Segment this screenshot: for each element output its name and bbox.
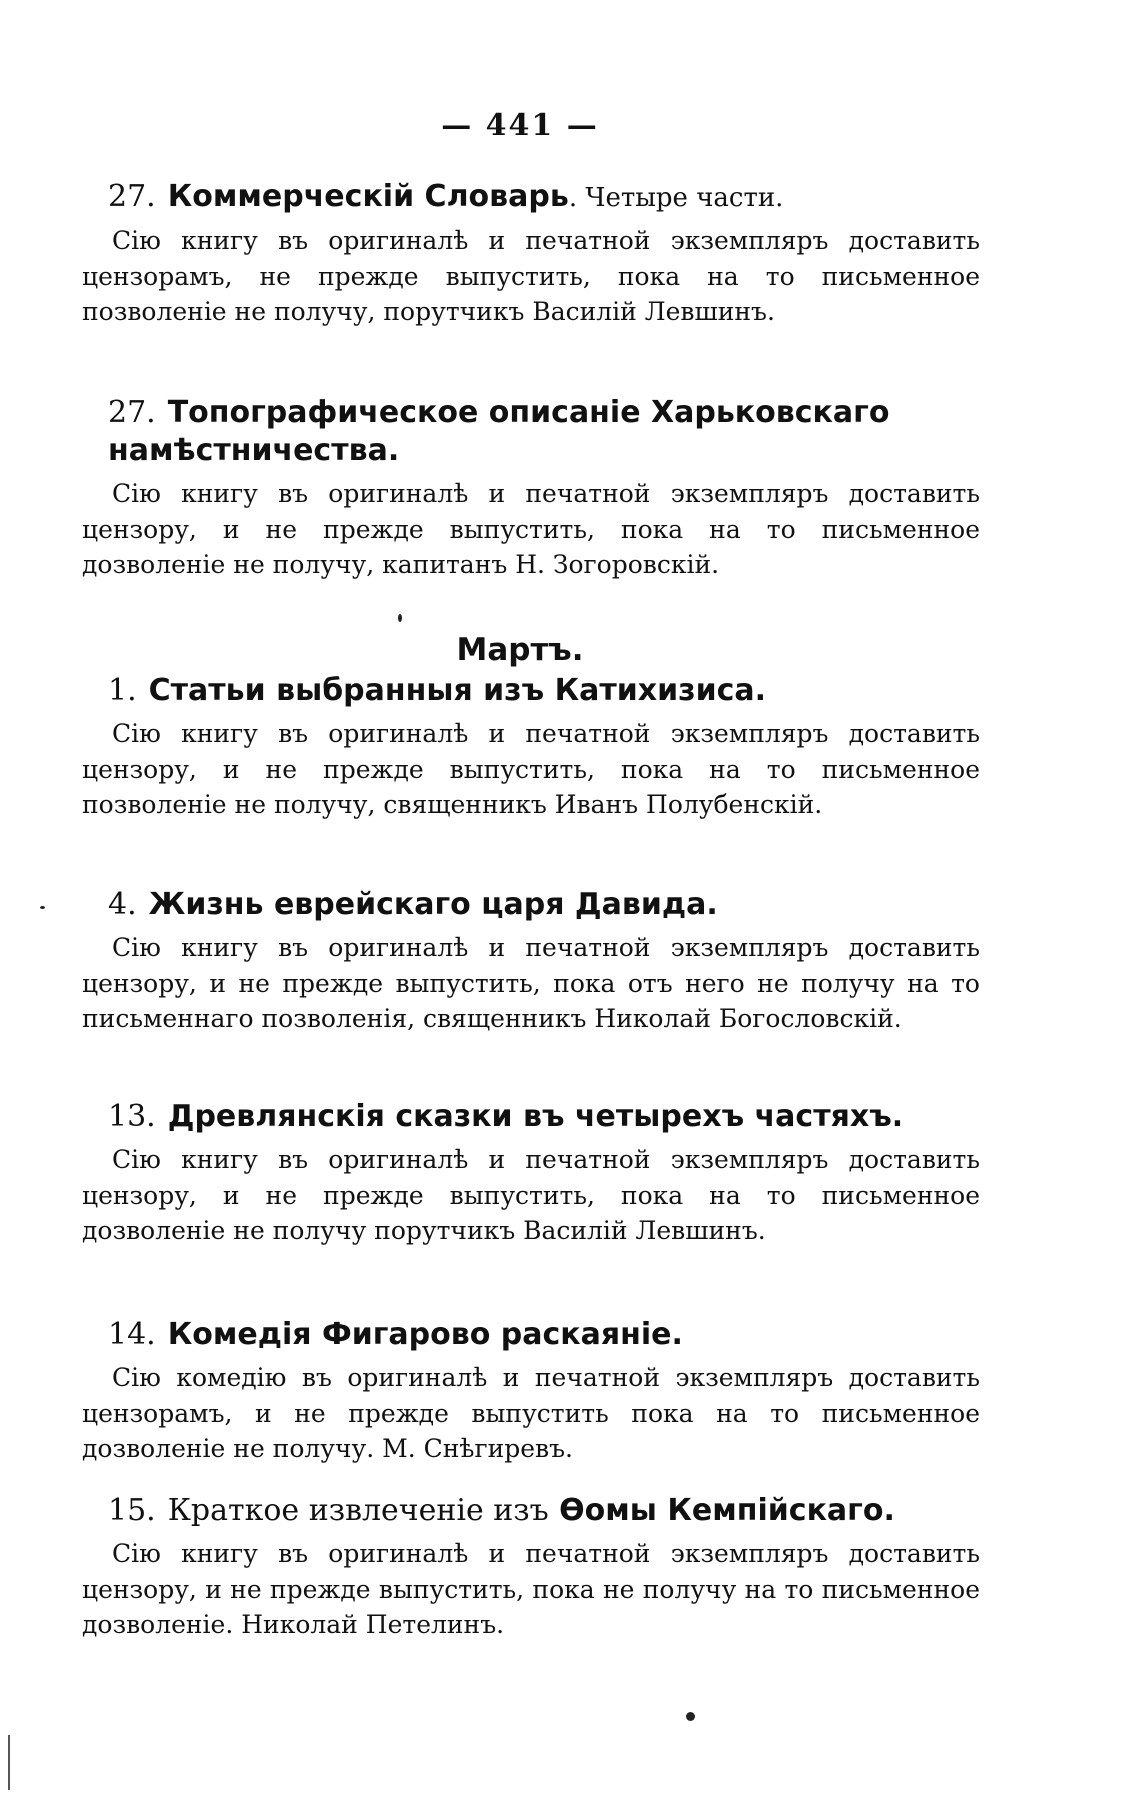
ink-speck: [398, 614, 402, 622]
entry-drevlyan-tales: [82, 1098, 980, 1249]
entry-title-text: Древлянскія сказки въ четырехъ частяхъ.: [167, 1099, 904, 1134]
month-heading: Мартъ.: [456, 632, 584, 668]
entry-thomas-kempis: [82, 1492, 980, 1643]
ink-speck: [686, 1712, 695, 1721]
entry-number: 27.: [108, 395, 156, 430]
page-number: — 441 —: [441, 108, 599, 143]
scan-margin-line: [8, 1735, 10, 1790]
entry-body: Сію книгу въ оригиналѣ и печатной экземпляръ доставить цензору, и не прежде выпустить, пока на то письменное дозволеніе не получу, капитанъ Н. Зогоровскій.: [82, 479, 980, 579]
entry-catechism-articles: [82, 672, 980, 823]
entry-title: [82, 1316, 980, 1354]
entry-title: [82, 672, 980, 710]
entry-life-of-david: [82, 886, 980, 1037]
ink-speck: [40, 906, 45, 909]
entry-title-text: Ѳомы Кемпійскаго.: [559, 1493, 895, 1528]
entry-title-tail: . Четыре части.: [568, 183, 784, 213]
entry-number: 13.: [108, 1099, 156, 1134]
entry-number: 14.: [108, 1317, 156, 1352]
entry-figaro-comedy: [82, 1316, 980, 1467]
entry-title-text: Статьи выбранныя изъ Катихизиса.: [148, 673, 767, 708]
entry-body: Сію книгу въ оригиналѣ и печатной экземпляръ доставить цензору, и не прежде выпустить, пока на то письменное позволеніе не получу, священникъ Иванъ Полубенскій.: [82, 719, 980, 819]
entry-commercial-dictionary: [82, 178, 980, 330]
entry-title-text: Коммерческій Словарь: [167, 179, 569, 214]
entry-title-text: Комедія Фигарово раскаяніе.: [167, 1317, 683, 1352]
entry-title-prefix: Краткое извлеченіе изъ: [167, 1493, 549, 1528]
entry-body: Сію книгу въ оригиналѣ и печатной экземпляръ доставить цензору, и не прежде выпустить, пока не получу на то письменное дозволеніе. Николай Петелинъ.: [82, 1539, 980, 1639]
entry-title-text: Топографическое описаніе Харьковскаго намѣстничества.: [108, 395, 890, 468]
entry-body: Сію книгу въ оригиналѣ и печатной экземпляръ доставить цензору, и не прежде выпустить, пока отъ него не получу на то письменнаго позволенія, священникъ Николай Богословскій.: [82, 933, 980, 1033]
entry-title: [82, 178, 980, 217]
entry-topographical-description: [82, 394, 980, 583]
entry-title-text: Жизнь еврейскаго царя Давида.: [148, 887, 718, 922]
entry-body: Сію книгу въ оригиналѣ и печатной экземпляръ доставить цензорамъ, не прежде выпустить, пока на то письменное позволеніе не получу, порутчикъ Василій Левшинъ.: [82, 226, 980, 326]
entry-title: [82, 1492, 980, 1530]
entry-body: Сію книгу въ оригиналѣ и печатной экземпляръ доставить цензору, и не прежде выпустить, пока на то письменное дозволеніе не получу порутчикъ Василій Левшинъ.: [82, 1145, 980, 1245]
entry-number: 4.: [108, 887, 137, 922]
entry-number: 27.: [108, 179, 156, 214]
entry-body: Сію комедію въ оригиналѣ и печатной экземпляръ доставить цензорамъ, и не прежде выпустить пока на то письменное дозволеніе не получу. М. Снѣгиревъ.: [82, 1363, 980, 1463]
entry-title: [82, 394, 980, 470]
entry-title: [82, 886, 980, 924]
entry-number: 1.: [108, 673, 137, 708]
entry-number: 15.: [108, 1493, 156, 1528]
entry-title: [82, 1098, 980, 1136]
